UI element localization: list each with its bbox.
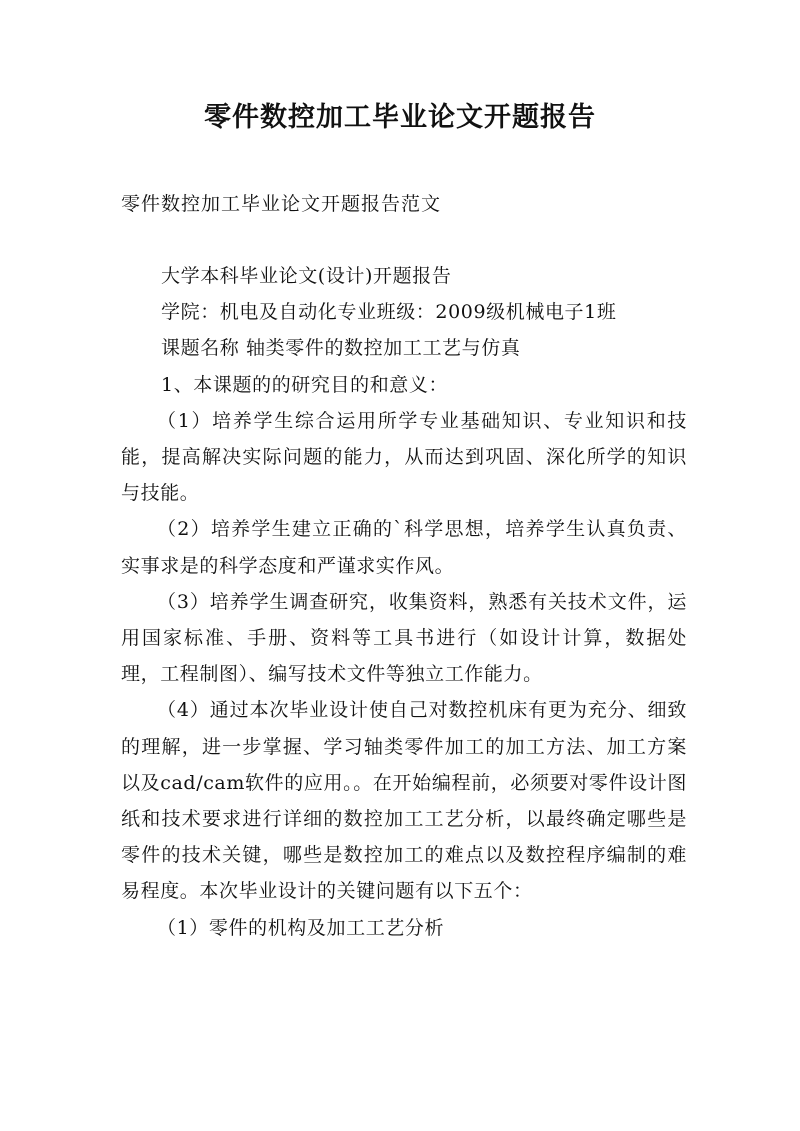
purpose-item-4: （4）通过本次毕业设计使自己对数控机床有更为充分、细致的理解，进一步掌握、学习轴类零件加工的加工方法、加工方案以及cad/cam软件的应用。。在开始编程前，必须要对零件设计图纸和技术要求进行详细的数控加工工艺分析，以最终确定哪些是零件的技术关键，哪些是数控加工的难点以及数控程序编制的难易程度。本次毕业设计的关键问题有以下五个： xyxy=(121,699,687,903)
document-body xyxy=(121,258,687,946)
topic-name: 课题名称 轴类零件的数控加工工艺与仿真 xyxy=(161,337,521,360)
report-heading: 大学本科毕业论文(设计)开题报告 xyxy=(161,265,452,287)
purpose-item-3: （3）培养学生调查研究，收集资料，熟悉有关技术文件，运用国家标准、手册、资料等工具书进行（如设计计算，数据处理，工程制图）、编写技术文件等独立工作能力。 xyxy=(121,590,687,686)
key-issue-item-1: （1）零件的机构及加工工艺分析 xyxy=(157,916,445,939)
purpose-item-2: （2）培养学生建立正确的`科学思想，培养学生认真负责、实事求是的科学态度和严谨求实作风。 xyxy=(121,518,687,577)
purpose-item-1: （1）培养学生综合运用所学专业基础知识、专业知识和技能，提高解决实际问题的能力，从而达到巩固、深化所学的知识与技能。 xyxy=(121,409,687,505)
document-subtitle: 零件数控加工毕业论文开题报告范文 xyxy=(121,193,442,215)
section-heading: 1、本课题的的研究目的和意义： xyxy=(161,373,449,396)
document-title: 零件数控加工毕业论文开题报告 xyxy=(204,102,596,133)
college-info: 学院：机电及自动化专业班级：2009级机械电子1班 xyxy=(161,301,617,324)
